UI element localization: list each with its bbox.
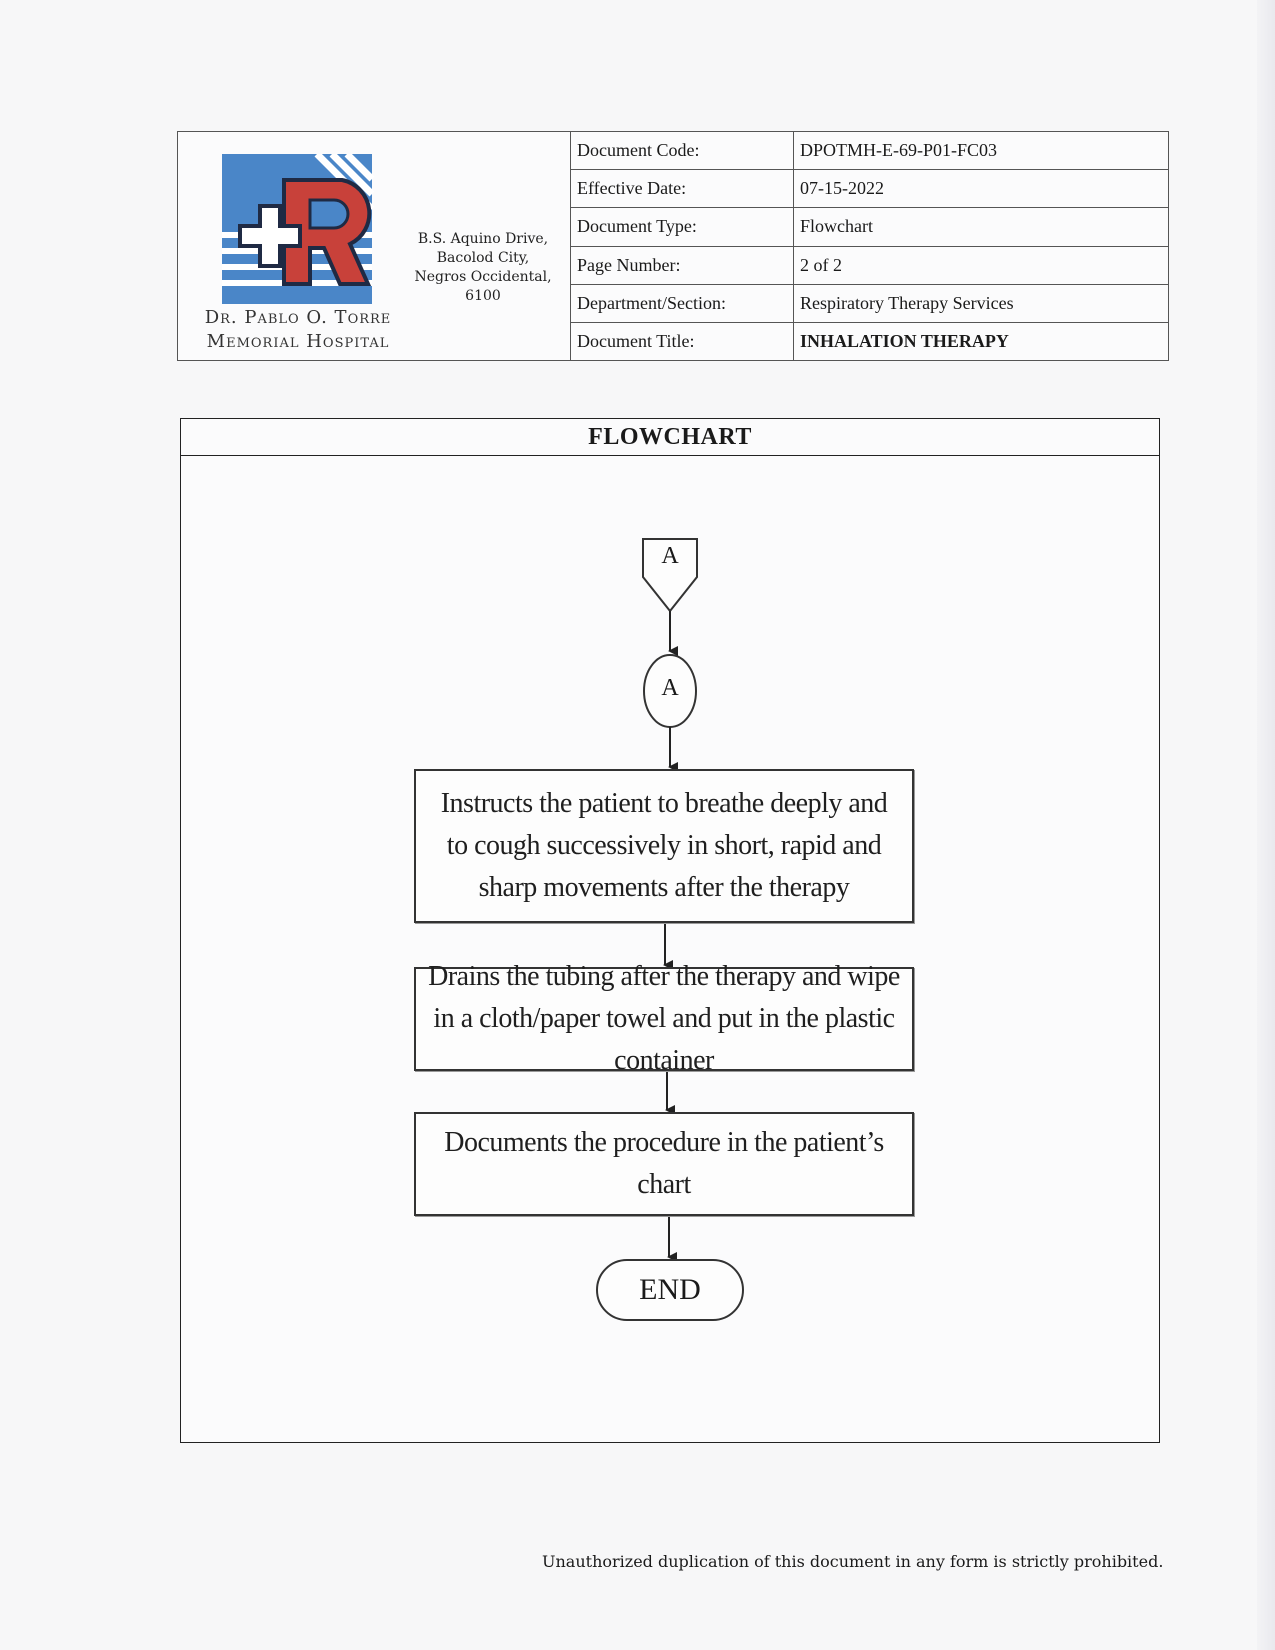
offpage-connector-label: A	[661, 543, 679, 569]
meta-row-document-title	[571, 323, 1168, 360]
address-line: Bacolod City,	[436, 250, 530, 266]
meta-label: Document Type:	[571, 208, 794, 245]
duplication-notice: Unauthorized duplication of this document in any form is strictly prohibited.	[542, 1552, 1164, 1571]
meta-value: Respiratory Therapy Services	[800, 292, 1014, 313]
meta-label: Page Number:	[571, 247, 794, 284]
onpage-connector-label: A	[661, 675, 679, 701]
meta-value: DPOTMH-E-69-P01-FC03	[800, 140, 998, 161]
hospital-logo-cell	[178, 132, 571, 360]
document-header	[177, 131, 1169, 361]
meta-row-page-number	[571, 247, 1168, 285]
meta-value: 2 of 2	[800, 254, 842, 275]
meta-label: Document Title:	[571, 323, 794, 360]
flowchart-frame	[180, 418, 1160, 1443]
page-edge-shadow	[1257, 0, 1275, 1650]
document-meta-table	[571, 132, 1168, 360]
process-step-2: Drains the tubing after the therapy and wipe in a cloth/paper towel and put in the plastic container	[414, 967, 914, 1071]
hospital-address	[408, 230, 558, 306]
process-step-3: Documents the procedure in the patient’s chart	[414, 1112, 914, 1216]
hospital-logo-icon	[222, 154, 380, 304]
meta-value: 07-15-2022	[800, 178, 884, 199]
meta-row-document-code	[571, 132, 1168, 170]
meta-row-department	[571, 285, 1168, 323]
hospital-name	[198, 306, 398, 354]
process-step-1: Instructs the patient to breathe deeply and to cough successively in short, rapid and sharp movements after the therapy	[414, 769, 914, 923]
meta-label: Effective Date:	[571, 170, 794, 207]
end-terminator: END	[596, 1259, 744, 1321]
hospital-name-line1: Dr. Pablo O. Torre	[204, 307, 392, 328]
meta-value: Flowchart	[800, 216, 873, 237]
meta-row-document-type	[571, 208, 1168, 246]
address-line: Negros Occidental,	[414, 269, 552, 285]
meta-label: Document Code:	[571, 132, 794, 169]
address-line: B.S. Aquino Drive,	[417, 231, 549, 247]
meta-label: Department/Section:	[571, 285, 794, 322]
address-line: 6100	[465, 288, 501, 304]
hospital-name-line2: Memorial Hospital	[206, 331, 390, 352]
meta-value: INHALATION THERAPY	[800, 330, 1009, 351]
flowchart-title: FLOWCHART	[181, 419, 1159, 456]
meta-row-effective-date	[571, 170, 1168, 208]
